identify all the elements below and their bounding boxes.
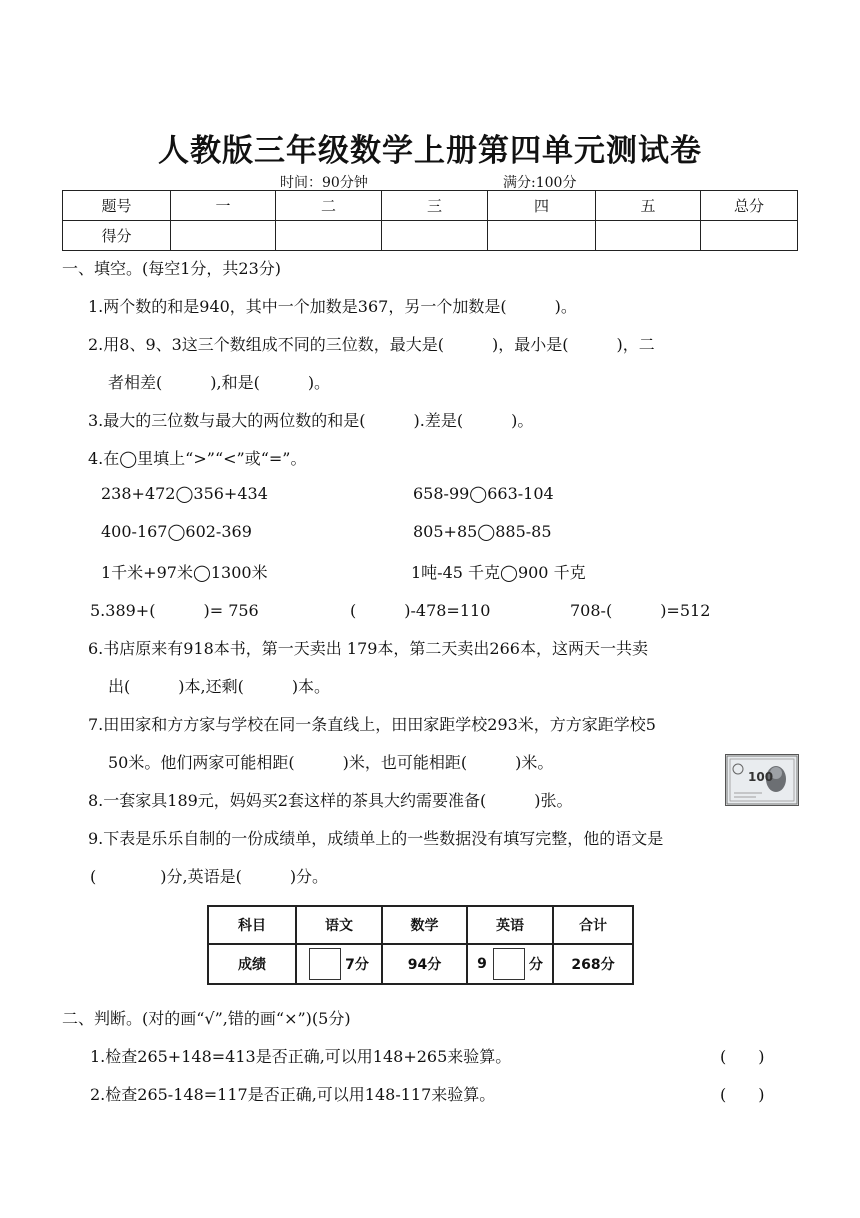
question-6-line1: 6.书店原来有918本书，第一天卖出 179本，第二天卖出266本，这两天一共卖 <box>88 639 648 658</box>
compare-item: 658-99◯663-104 <box>413 484 554 503</box>
score-table-header-row <box>63 191 798 221</box>
score-header-cell: 五 <box>596 191 701 221</box>
question-5a: 5.389+( )= 756 <box>90 601 259 620</box>
banknote-100-image <box>725 754 799 806</box>
question-5b: ( )-478=110 <box>350 601 491 620</box>
score-input-cell[interactable] <box>276 221 382 251</box>
question-6-line2: 出( )本,还剩( )本。 <box>108 677 331 696</box>
chinese-score-suffix: 7分 <box>345 957 369 973</box>
section1-heading: 一、填空。(每空1分，共23分) <box>62 259 282 278</box>
total-score-cell: 268分 <box>552 945 632 983</box>
score-header-cell: 二 <box>276 191 382 221</box>
compare-item: 1千米+97米◯1300米 <box>101 563 268 582</box>
score-input-cell[interactable] <box>488 221 596 251</box>
judge-question-2: 2.检查265-148=117是否正确,可以用148-117来验算。 <box>90 1085 496 1104</box>
english-score-cell <box>466 945 552 983</box>
page-title: 人教版三年级数学上册第四单元测试卷 <box>158 133 702 169</box>
question-2-line1: 2.用8、9、3这三个数组成不同的三位数，最大是( )，最小是( )，二 <box>88 335 655 354</box>
score-row-label: 得分 <box>63 221 171 251</box>
grade-header-cell: 科目 <box>238 918 266 934</box>
score-header-cell: 三 <box>382 191 488 221</box>
question-9-line1: 9.下表是乐乐自制的一份成绩单，成绩单上的一些数据没有填写完整，他的语文是 <box>88 829 664 848</box>
grade-row-label: 成绩 <box>238 957 266 973</box>
chinese-score-cell <box>295 945 381 983</box>
judge-question-1: 1.检查265+148=413是否正确,可以用148+265来验算。 <box>90 1047 512 1066</box>
score-header-cell: 题号 <box>63 191 171 221</box>
banknote-illustration <box>726 755 798 805</box>
chinese-score-blank[interactable] <box>309 948 341 980</box>
question-1: 1.两个数的和是940，其中一个加数是367，另一个加数是( )。 <box>88 297 577 316</box>
section2-heading: 二、判断。(对的画“√”,错的画“×”)(5分) <box>62 1009 351 1028</box>
question-2-line2: 者相差( ),和是( )。 <box>108 373 331 392</box>
compare-item: 400-167◯602-369 <box>101 522 252 541</box>
banknote-value: 100 <box>748 770 774 784</box>
score-table <box>62 190 798 251</box>
question-5c: 708-( )=512 <box>570 601 711 620</box>
question-8: 8.一套家具189元，妈妈买2套这样的茶具大约需要准备( )张。 <box>88 791 573 810</box>
score-header-cell: 一 <box>171 191 276 221</box>
score-input-cell[interactable] <box>701 221 798 251</box>
question-4: 4.在◯里填上“>”“<”或“=”。 <box>88 449 307 468</box>
question-7-line2: 50米。他们两家可能相距( )米，也可能相距( )米。 <box>108 753 554 772</box>
score-header-cell: 四 <box>488 191 596 221</box>
judge-answer-2[interactable]: ( ) <box>720 1085 765 1104</box>
grade-header-cell: 合计 <box>552 907 632 943</box>
question-7-line1: 7.田田家和方方家与学校在同一条直线上，田田家距学校293米，方方家距学校5 <box>88 715 656 734</box>
judge-answer-1[interactable]: ( ) <box>720 1047 765 1066</box>
grade-table <box>207 905 634 985</box>
question-3: 3.最大的三位数与最大的两位数的和是( ).差是( )。 <box>88 411 534 430</box>
score-input-cell[interactable] <box>596 221 701 251</box>
exam-time: 时间：90分钟 <box>280 175 368 191</box>
compare-item: 238+472◯356+434 <box>101 484 268 503</box>
grade-table-header-row <box>209 907 632 945</box>
math-score-cell: 94分 <box>381 945 466 983</box>
grade-table-score-row <box>209 945 632 983</box>
score-table-score-row <box>63 221 798 251</box>
compare-item: 805+85◯885-85 <box>413 522 552 541</box>
score-input-cell[interactable] <box>171 221 276 251</box>
exam-full-score: 满分:100分 <box>503 175 577 191</box>
grade-header-cell: 数学 <box>381 907 466 943</box>
grade-header-cell: 语文 <box>295 907 381 943</box>
score-input-cell[interactable] <box>382 221 488 251</box>
compare-item: 1吨-45 千克◯900 千克 <box>411 563 586 582</box>
question-9-line2: ( )分,英语是( )分。 <box>90 867 329 886</box>
grade-header-cell: 英语 <box>466 907 552 943</box>
english-score-suffix: 分 <box>528 957 543 973</box>
english-score-prefix: 9 <box>477 956 487 972</box>
english-score-blank[interactable] <box>493 948 525 980</box>
score-header-cell: 总分 <box>701 191 798 221</box>
